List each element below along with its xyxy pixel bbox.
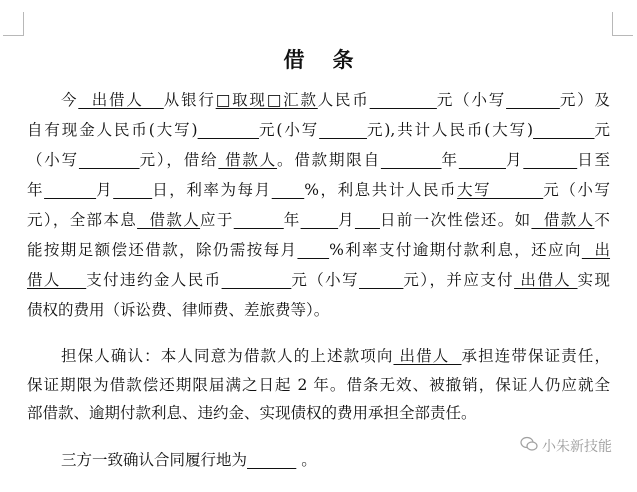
blank-field xyxy=(459,151,506,169)
text-segment: %，利息共计人民币 xyxy=(304,181,458,199)
paragraph xyxy=(27,342,610,428)
paragraph xyxy=(27,85,610,325)
text-segment: 承担连带保证责任， xyxy=(461,347,610,365)
text-segment: 元），并应支付 xyxy=(403,271,515,289)
watermark-text: 小朱新技能 xyxy=(542,439,612,455)
text-line xyxy=(27,295,610,325)
blank-field xyxy=(44,181,96,199)
filled-field: 出 xyxy=(581,241,611,259)
text-segment: 年 xyxy=(27,181,45,199)
text-segment: 日至 xyxy=(577,151,610,169)
filled-field: 大写 xyxy=(457,181,544,199)
text-segment: 从银行 xyxy=(163,91,216,109)
text-segment: 元），借给 xyxy=(139,151,219,169)
text-segment: 支付违约金人民币 xyxy=(86,271,222,289)
text-segment: 部借款、逾期付款利息、违约金、实现债权的费用承担全部责任。 xyxy=(27,404,477,422)
filled-field: 出借人 xyxy=(78,91,164,109)
blank-field xyxy=(272,181,305,199)
filled-field: 出借人 xyxy=(393,347,462,365)
document-title: 借条 xyxy=(283,47,382,72)
filled-field: 借款人 xyxy=(531,211,595,229)
blank-field xyxy=(79,151,140,169)
document-body xyxy=(27,85,610,492)
blank-field xyxy=(523,151,577,169)
text-segment: 元),共计人民币(大写) xyxy=(366,121,534,139)
blank-field xyxy=(355,211,380,229)
text-segment: 人民币 xyxy=(317,91,370,109)
blank-field xyxy=(359,271,403,289)
blank-field xyxy=(113,181,152,199)
text-segment: 担保人确认：本人同意为借款人的上述款项向 xyxy=(61,347,394,365)
blank-field xyxy=(198,121,259,139)
blank-field xyxy=(381,151,442,169)
filled-field: 借款人 xyxy=(218,151,278,169)
text-segment: 。借款期限自 xyxy=(277,151,381,169)
text-segment: 自有现金人民币(大写) xyxy=(27,121,198,139)
text-segment: 保证期限为借款偿还期限届满之日起 2 年。借条无效、被撤销，保证人仍应就全 xyxy=(27,375,610,394)
text-segment: 月 xyxy=(96,181,114,199)
text-line xyxy=(27,235,610,265)
text-segment: 元(小写 xyxy=(259,121,320,139)
blank-field xyxy=(222,271,292,289)
filled-field: 借人 xyxy=(27,271,87,289)
blank-field xyxy=(234,211,284,229)
text-line xyxy=(27,85,610,115)
text-segment: 债权的费用（诉讼费、律师费、差旅费等）。 xyxy=(27,301,330,319)
text-segment: 元）及 xyxy=(559,91,610,109)
text-segment: （小写 xyxy=(27,151,79,169)
text-segment: 元（小写 xyxy=(436,91,507,109)
page-corner-mark-top-right xyxy=(612,12,633,36)
text-segment: 月 xyxy=(338,211,355,229)
blank-field xyxy=(370,91,437,109)
text-segment: 应于 xyxy=(200,211,234,229)
text-segment: 。 xyxy=(296,450,317,469)
text-line xyxy=(27,145,610,175)
watermark xyxy=(520,436,612,456)
wechat-icon xyxy=(520,436,538,456)
blank-field xyxy=(506,91,560,109)
text-segment: 日前一次性偿还。如 xyxy=(379,211,532,229)
text-segment: 三方一致确认合同履行地为 xyxy=(61,450,248,469)
filled-field: 出借人 xyxy=(514,271,578,289)
page-corner-mark-top-left xyxy=(3,12,24,36)
blank-field xyxy=(319,121,367,139)
text-segment: 元），全部本息 xyxy=(27,211,138,229)
filled-field: 借款人 xyxy=(137,211,201,229)
filled-field: □取现□汇款 xyxy=(215,91,318,109)
blank-field xyxy=(247,451,296,469)
text-segment: 不 xyxy=(594,211,610,229)
text-segment: 能按期足额偿还借款，除仍需按每月 xyxy=(27,241,298,259)
text-line xyxy=(27,175,610,205)
blank-field xyxy=(297,241,329,259)
text-segment: 今 xyxy=(61,91,79,109)
text-line xyxy=(27,205,610,235)
text-line xyxy=(27,115,610,145)
text-line xyxy=(27,371,610,400)
text-segment: 日，利率为每月 xyxy=(152,181,272,199)
text-segment: 元（小写 xyxy=(543,181,610,199)
text-segment: 月 xyxy=(505,151,524,169)
text-line xyxy=(27,399,610,428)
text-line xyxy=(27,342,610,371)
blank-field xyxy=(301,211,339,229)
text-segment: 年 xyxy=(441,151,459,169)
text-segment: 实现 xyxy=(577,271,610,289)
text-line xyxy=(27,265,610,295)
text-segment: 元 xyxy=(594,121,610,139)
blank-field xyxy=(533,121,594,139)
text-segment: 年 xyxy=(283,211,301,229)
text-segment: 元（小写 xyxy=(291,271,360,289)
text-segment: %利率支付逾期付款利息，还应向 xyxy=(329,241,582,259)
